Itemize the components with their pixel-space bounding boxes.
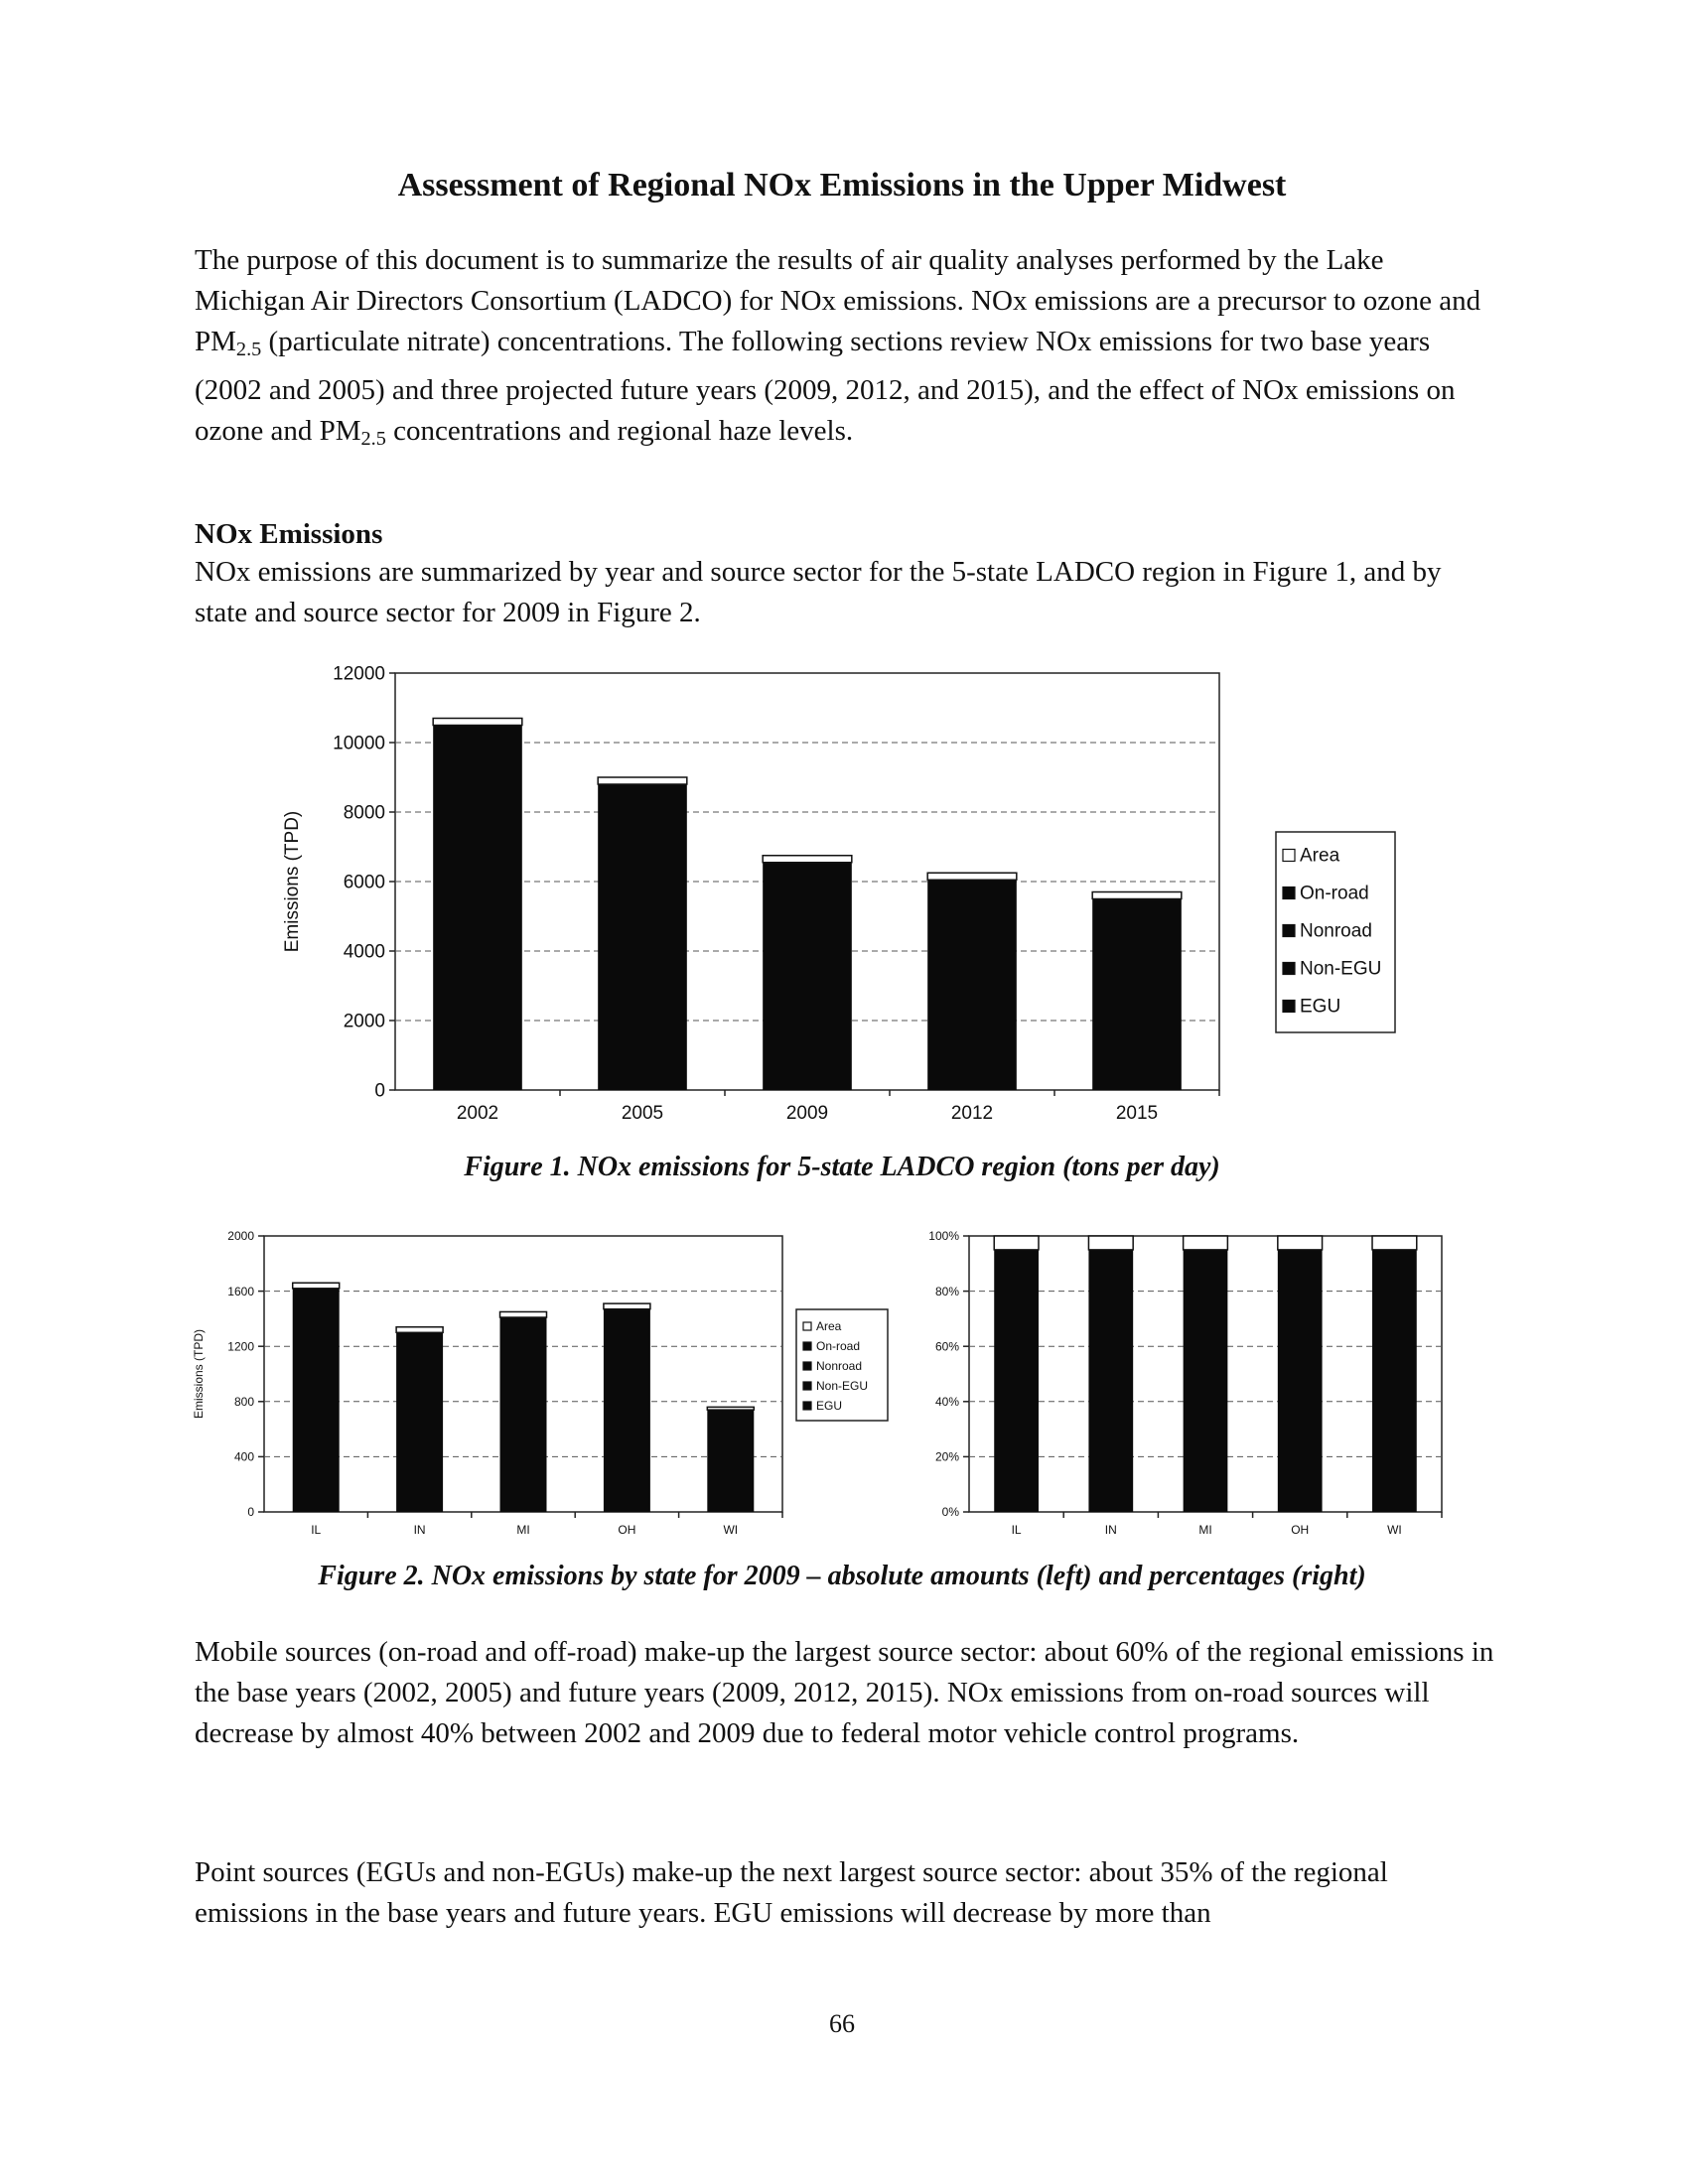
bar-area-2012 xyxy=(927,873,1017,880)
x-tick-label: IL xyxy=(311,1523,322,1537)
bar-area-IN xyxy=(1088,1236,1133,1250)
bar-egu-MI xyxy=(500,1317,547,1512)
figure2-right-chart xyxy=(874,1226,1460,1554)
bar-egu-IN xyxy=(396,1332,443,1512)
bar-egu-IL xyxy=(994,1250,1039,1512)
intro-text-a: The purpose of this document is to summarize the results of air quality analyses performed by the Lake Michigan Air Directors Consortium (LADCO) for NOx emissions. NOx emissions are a precursor to ozone and PM xyxy=(195,244,1481,357)
bar-egu-WI xyxy=(707,1410,754,1512)
legend-swatch-egu xyxy=(1283,1001,1295,1013)
bar-area-2002 xyxy=(433,719,522,726)
page-title: Assessment of Regional NOx Emissions in the Upper Midwest xyxy=(397,167,1287,204)
y-tick-label: 8000 xyxy=(343,802,385,824)
y-tick-label: 80% xyxy=(934,1284,959,1298)
x-tick-label: IN xyxy=(413,1523,426,1537)
legend-label-nonroad: Nonroad xyxy=(816,1359,863,1373)
y-tick-label: 0 xyxy=(374,1080,385,1102)
y-tick-label: 400 xyxy=(233,1449,254,1464)
legend-swatch-non-egu xyxy=(803,1382,811,1390)
bar-egu-MI xyxy=(1184,1250,1228,1512)
legend-label-egu: EGU xyxy=(1300,996,1341,1018)
legend-swatch-nonroad xyxy=(803,1362,811,1370)
y-tick-label: 60% xyxy=(934,1339,959,1354)
y-tick-label: 100% xyxy=(928,1229,959,1244)
section-heading: NOx Emissions xyxy=(195,518,383,550)
x-tick-label: 2005 xyxy=(621,1103,664,1124)
bar-egu-2009 xyxy=(763,863,852,1090)
figure1-caption: Figure 1. NOx emissions for 5-state LADCO region (tons per day) xyxy=(464,1152,1220,1182)
figure2-caption: Figure 2. NOx emissions by state for 2009 – absolute amounts (left) and percentages (right) xyxy=(318,1561,1366,1591)
legend-label-area: Area xyxy=(816,1319,842,1333)
bar-egu-OH xyxy=(1278,1250,1323,1512)
bar-area-WI xyxy=(707,1407,754,1410)
bar-area-OH xyxy=(1278,1236,1323,1250)
y-tick-label: 800 xyxy=(233,1395,254,1409)
bar-egu-2012 xyxy=(927,880,1017,1090)
x-tick-label: MI xyxy=(516,1523,530,1537)
x-tick-label: IN xyxy=(1104,1523,1117,1537)
y-tick-label: 20% xyxy=(934,1449,959,1464)
bar-area-OH xyxy=(604,1303,650,1309)
y-tick-label: 4000 xyxy=(343,941,385,963)
figure1-chart xyxy=(268,665,1440,1152)
x-tick-label: 2009 xyxy=(785,1103,829,1124)
bar-egu-OH xyxy=(604,1309,650,1512)
bar-egu-2015 xyxy=(1092,899,1182,1091)
y-tick-label: 1600 xyxy=(227,1284,254,1298)
x-tick-label: WI xyxy=(723,1523,739,1537)
x-tick-label: IL xyxy=(1011,1523,1022,1537)
legend-label-non-egu: Non-EGU xyxy=(1300,958,1382,980)
x-tick-label: 2015 xyxy=(1115,1103,1159,1124)
bar-area-IL xyxy=(994,1236,1039,1250)
x-tick-label: OH xyxy=(618,1523,636,1537)
legend-swatch-egu xyxy=(803,1402,811,1410)
bar-area-2009 xyxy=(763,856,852,863)
bar-area-MI xyxy=(1184,1236,1228,1250)
x-tick-label: 2012 xyxy=(950,1103,994,1124)
y-tick-label: 10000 xyxy=(333,733,385,754)
y-tick-label: 6000 xyxy=(343,872,385,893)
bar-egu-WI xyxy=(1372,1250,1417,1512)
section-text: NOx emissions are summarized by year and source sector for the 5-state LADCO region in Figure 1, and by state and source sector for 2009 in Figure 2. xyxy=(195,556,1442,628)
legend-swatch-area xyxy=(1283,850,1295,862)
y-tick-label: 12000 xyxy=(333,665,385,685)
mobile-paragraph: Mobile sources (on-road and off-road) make-up the largest source sector: about 60% of the regional emissions in the base years (2002, 2005) and future years (2009, 2012, 2015). NOx emissions from on-road sources will decrease by almost 40% between 2002 and 2009 due to federal motor vehicle control programs. xyxy=(195,1636,1494,1749)
x-tick-label: OH xyxy=(1291,1523,1310,1537)
bar-egu-2002 xyxy=(433,726,522,1091)
y-tick-label: 0 xyxy=(247,1505,254,1520)
bar-area-2005 xyxy=(598,777,687,784)
bar-area-WI xyxy=(1372,1236,1417,1250)
legend-swatch-on-road xyxy=(803,1342,811,1350)
x-tick-label: WI xyxy=(1387,1523,1402,1537)
y-tick-label: 1200 xyxy=(227,1339,254,1354)
pm-subscript-2: 2.5 xyxy=(360,428,386,451)
bar-egu-IN xyxy=(1088,1250,1133,1512)
intro-text-b: (particulate nitrate) concentrations. The following sections review NOx emissions for two base years (2002 and 2005) and three projected future years (2009, 2012, and 2015), and the effect of NOx emissions on ozone and PM xyxy=(195,326,1456,448)
bar-area-MI xyxy=(500,1311,547,1317)
legend-label-non-egu: Non-EGU xyxy=(816,1379,869,1393)
legend-label-area: Area xyxy=(1300,845,1340,867)
x-tick-label: 2002 xyxy=(456,1103,499,1124)
bar-area-IN xyxy=(396,1327,443,1333)
legend-swatch-area xyxy=(803,1322,811,1330)
y-tick-label: 2000 xyxy=(343,1011,385,1032)
x-tick-label: MI xyxy=(1198,1523,1212,1537)
legend-label-egu: EGU xyxy=(816,1399,843,1413)
y-tick-label: 2000 xyxy=(227,1229,254,1244)
y-tick-label: 40% xyxy=(934,1395,959,1409)
legend-label-on-road: On-road xyxy=(1300,883,1369,904)
legend-swatch-on-road xyxy=(1283,887,1295,899)
bar-area-2015 xyxy=(1092,892,1182,899)
bar-area-IL xyxy=(293,1283,340,1289)
bar-egu-IL xyxy=(293,1289,340,1512)
point-paragraph: Point sources (EGUs and non-EGUs) make-up the next largest source sector: about 35% of the regional emissions in the base years and future years. EGU emissions will decrease by more than xyxy=(195,1856,1388,1929)
intro-paragraph xyxy=(195,240,1495,460)
bar-egu-2005 xyxy=(598,784,687,1090)
page-number: 66 xyxy=(829,2009,855,2038)
y-axis-label: Emissions (TPD) xyxy=(282,810,303,953)
legend-swatch-non-egu xyxy=(1283,963,1295,975)
legend-swatch-nonroad xyxy=(1283,925,1295,937)
y-tick-label: 0% xyxy=(941,1505,959,1520)
figure2-left-chart xyxy=(189,1226,904,1554)
pm-subscript-1: 2.5 xyxy=(235,339,262,361)
y-axis-label: Emissions (TPD) xyxy=(192,1328,206,1420)
intro-text-c: concentrations and regional haze levels. xyxy=(385,415,854,448)
legend-label-nonroad: Nonroad xyxy=(1300,920,1372,942)
legend-label-on-road: On-road xyxy=(816,1339,861,1353)
